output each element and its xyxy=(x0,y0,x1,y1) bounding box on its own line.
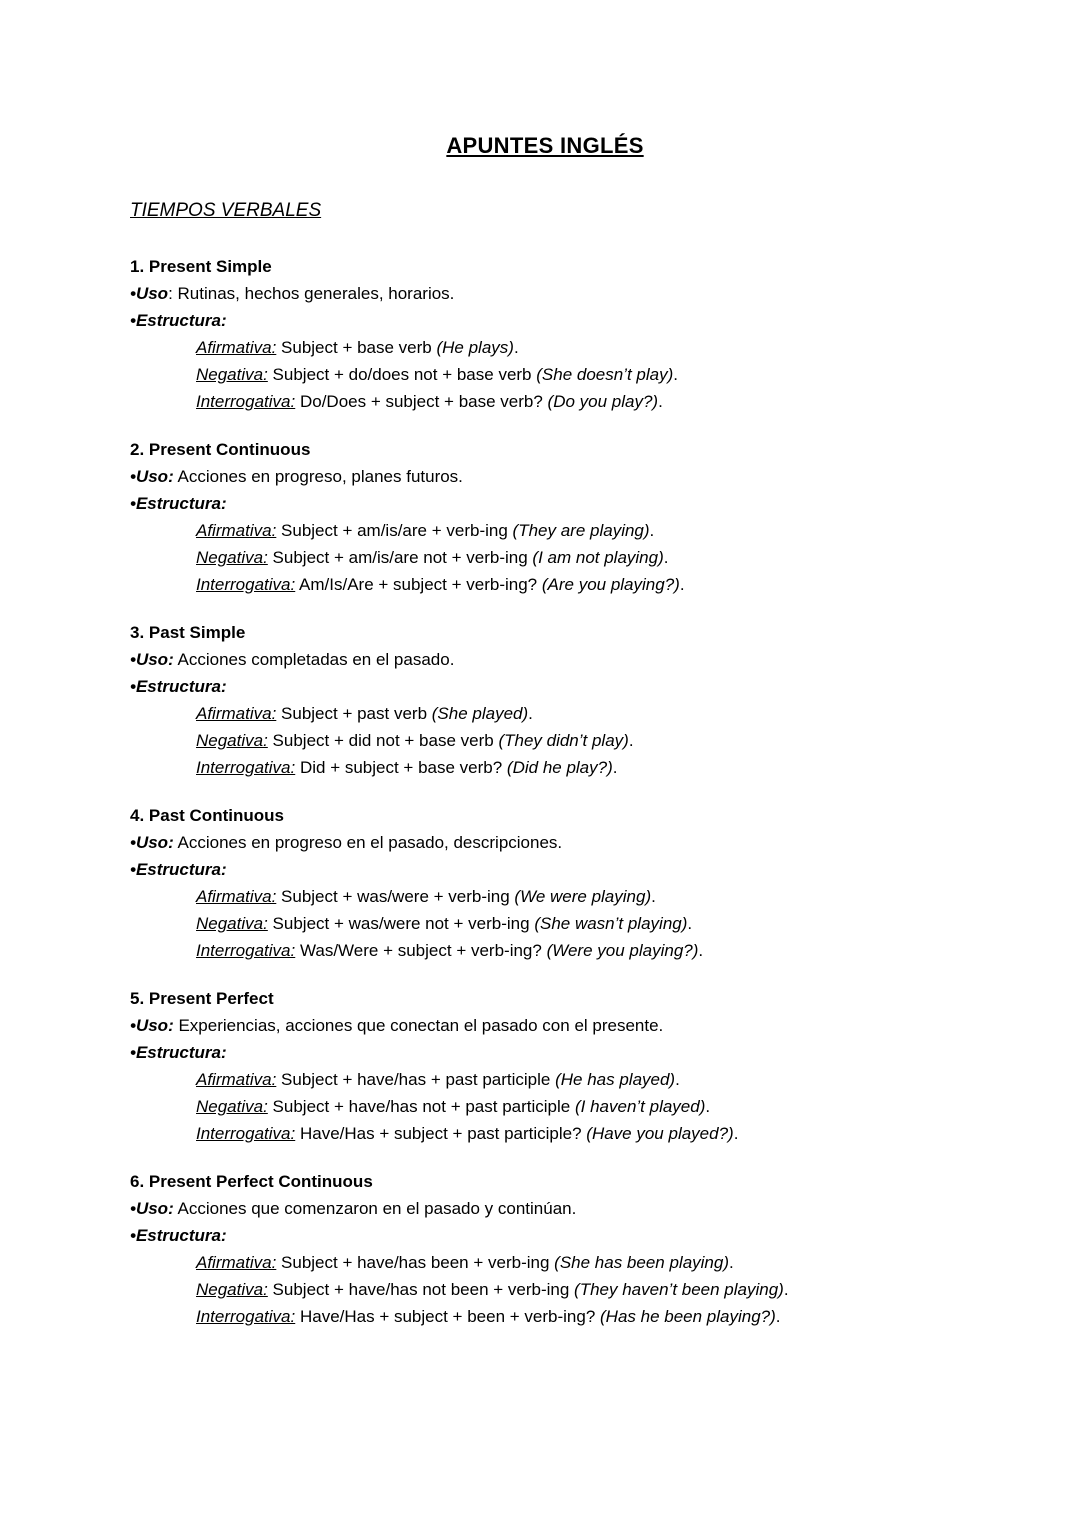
form-text: Subject + have/has + past participle xyxy=(276,1070,556,1089)
tense-title: 6. Present Perfect Continuous xyxy=(130,1172,373,1191)
uso-text: Acciones completadas en el pasado. xyxy=(173,650,455,669)
form-example: (She doesn’t play) xyxy=(536,365,674,384)
form-line-afirmativa xyxy=(196,517,960,544)
form-text: Did + subject + base verb? xyxy=(295,758,507,777)
form-tail: . xyxy=(651,887,656,906)
interrogativa-label: Interrogativa: xyxy=(196,575,296,594)
form-example: (We were playing) xyxy=(514,887,652,906)
form-tail: . xyxy=(733,1124,739,1143)
form-tail: . xyxy=(679,575,685,594)
form-text: Subject + was/were + verb-ing xyxy=(276,887,515,906)
uso-label: •Uso: xyxy=(130,650,174,669)
uso-text: Acciones en progreso en el pasado, descripciones. xyxy=(173,833,563,852)
tense-section-present-simple xyxy=(130,253,960,415)
form-example: (Has he been playing?) xyxy=(600,1307,776,1326)
form-line-interrogativa xyxy=(196,754,960,781)
form-example: (She has been playing) xyxy=(554,1253,729,1272)
interrogativa-label: Interrogativa: xyxy=(196,392,296,411)
form-example: (Have you played?) xyxy=(586,1124,734,1143)
uso-label: •Uso: xyxy=(130,1016,174,1035)
estructura-line xyxy=(130,1222,960,1249)
afirmativa-label: Afirmativa: xyxy=(196,704,277,723)
form-tail: . xyxy=(658,392,663,411)
form-tail: . xyxy=(628,731,634,750)
afirmativa-label: Afirmativa: xyxy=(196,338,277,357)
uso-label: •Uso: xyxy=(130,1199,174,1218)
negativa-label: Negativa: xyxy=(196,548,268,567)
negativa-label: Negativa: xyxy=(196,914,268,933)
uso-line xyxy=(130,646,960,673)
form-tail: . xyxy=(528,704,533,723)
interrogativa-label: Interrogativa: xyxy=(196,941,296,960)
tense-section-present-perfect-continuous xyxy=(130,1168,960,1330)
estructura-line xyxy=(130,307,960,334)
form-tail: . xyxy=(783,1280,789,1299)
form-text: Subject + am/is/are + verb-ing xyxy=(276,521,513,540)
form-example: (She played) xyxy=(431,704,529,723)
form-line-negativa xyxy=(196,544,960,571)
form-line-negativa xyxy=(196,1093,960,1120)
form-example: (I haven’t played) xyxy=(574,1097,706,1116)
form-text: Subject + have/has not + past participle xyxy=(267,1097,575,1116)
estructura-line xyxy=(130,1039,960,1066)
afirmativa-label: Afirmativa: xyxy=(196,1070,277,1089)
tense-title: 3. Past Simple xyxy=(130,623,246,642)
form-line-negativa xyxy=(196,361,960,388)
form-example: (They didn’t play) xyxy=(498,731,629,750)
form-line-afirmativa xyxy=(196,334,960,361)
form-line-negativa xyxy=(196,1276,960,1303)
form-tail: . xyxy=(513,338,519,357)
uso-label: •Uso: xyxy=(130,833,174,852)
uso-text: Experiencias, acciones que conectan el pasado con el presente. xyxy=(173,1016,664,1035)
tense-title: 5. Present Perfect xyxy=(130,989,274,1008)
negativa-label: Negativa: xyxy=(196,365,268,384)
form-text: Am/Is/Are + subject + verb-ing? xyxy=(295,575,542,594)
form-tail: . xyxy=(775,1307,781,1326)
form-example: (Did he play?) xyxy=(506,758,613,777)
estructura-label: •Estructura: xyxy=(130,1043,227,1062)
form-text: Subject + did not + base verb xyxy=(267,731,499,750)
uso-label: •Uso: xyxy=(130,467,174,486)
form-line-interrogativa xyxy=(196,1120,960,1147)
interrogativa-label: Interrogativa: xyxy=(196,758,296,777)
form-example: (She wasn’t playing) xyxy=(534,914,688,933)
form-tail: . xyxy=(673,365,678,384)
estructura-label: •Estructura: xyxy=(130,1226,227,1245)
form-example: (Are you playing?) xyxy=(541,575,680,594)
form-text: Subject + have/has been + verb-ing xyxy=(276,1253,555,1272)
tense-title: 2. Present Continuous xyxy=(130,440,311,459)
interrogativa-label: Interrogativa: xyxy=(196,1124,296,1143)
form-text: Subject + do/does not + base verb xyxy=(267,365,537,384)
afirmativa-label: Afirmativa: xyxy=(196,1253,277,1272)
uso-text: : Rutinas, hechos generales, horarios. xyxy=(168,284,455,303)
estructura-line xyxy=(130,856,960,883)
form-example: (He has played) xyxy=(555,1070,676,1089)
tense-section-past-continuous xyxy=(130,802,960,964)
form-line-afirmativa xyxy=(196,883,960,910)
negativa-label: Negativa: xyxy=(196,1097,268,1116)
form-text: Was/Were + subject + verb-ing? xyxy=(295,941,547,960)
tense-title: 4. Past Continuous xyxy=(130,806,284,825)
uso-line xyxy=(130,1012,960,1039)
form-line-afirmativa xyxy=(196,1249,960,1276)
form-line-interrogativa xyxy=(196,937,960,964)
tense-section-present-continuous xyxy=(130,436,960,598)
form-text: Subject + have/has not been + verb-ing xyxy=(267,1280,575,1299)
uso-line xyxy=(130,829,960,856)
section-heading: TIEMPOS VERBALES xyxy=(130,200,322,221)
estructura-label: •Estructura: xyxy=(130,311,227,330)
document-title: APUNTES INGLÉS xyxy=(446,133,644,158)
form-tail: . xyxy=(687,914,693,933)
form-example: (I am not playing) xyxy=(532,548,664,567)
uso-line xyxy=(130,1195,960,1222)
estructura-line xyxy=(130,490,960,517)
form-line-interrogativa xyxy=(196,1303,960,1330)
form-tail: . xyxy=(612,758,618,777)
form-tail: . xyxy=(663,548,669,567)
estructura-label: •Estructura: xyxy=(130,860,227,879)
form-text: Have/Has + subject + been + verb-ing? xyxy=(295,1307,600,1326)
form-tail: . xyxy=(675,1070,680,1089)
form-example: (Do you play?) xyxy=(547,392,659,411)
form-example: (Were you playing?) xyxy=(546,941,699,960)
interrogativa-label: Interrogativa: xyxy=(196,1307,296,1326)
uso-line xyxy=(130,280,960,307)
form-line-afirmativa xyxy=(196,1066,960,1093)
afirmativa-label: Afirmativa: xyxy=(196,521,277,540)
form-line-interrogativa xyxy=(196,388,960,415)
form-line-interrogativa xyxy=(196,571,960,598)
afirmativa-label: Afirmativa: xyxy=(196,887,277,906)
tense-section-present-perfect xyxy=(130,985,960,1147)
estructura-line xyxy=(130,673,960,700)
form-example: (He plays) xyxy=(436,338,514,357)
form-tail: . xyxy=(705,1097,711,1116)
form-line-negativa xyxy=(196,910,960,937)
form-example: (They haven’t been playing) xyxy=(574,1280,784,1299)
form-example: (They are playing) xyxy=(512,521,650,540)
form-text: Subject + past verb xyxy=(276,704,432,723)
form-text: Subject + was/were not + verb-ing xyxy=(267,914,535,933)
negativa-label: Negativa: xyxy=(196,1280,268,1299)
uso-line xyxy=(130,463,960,490)
negativa-label: Negativa: xyxy=(196,731,268,750)
form-text: Subject + base verb xyxy=(276,338,437,357)
form-text: Have/Has + subject + past participle? xyxy=(295,1124,587,1143)
tense-section-past-simple xyxy=(130,619,960,781)
form-text: Do/Does + subject + base verb? xyxy=(295,392,548,411)
estructura-label: •Estructura: xyxy=(130,677,227,696)
form-text: Subject + am/is/are not + verb-ing xyxy=(267,548,533,567)
form-line-afirmativa xyxy=(196,700,960,727)
estructura-label: •Estructura: xyxy=(130,494,227,513)
form-tail: . xyxy=(649,521,655,540)
form-tail: . xyxy=(729,1253,734,1272)
uso-text: Acciones en progreso, planes futuros. xyxy=(173,467,463,486)
uso-text: Acciones que comenzaron en el pasado y continúan. xyxy=(173,1199,577,1218)
tense-title: 1. Present Simple xyxy=(130,257,272,276)
form-tail: . xyxy=(698,941,704,960)
uso-label: •Uso xyxy=(130,284,169,303)
form-line-negativa xyxy=(196,727,960,754)
